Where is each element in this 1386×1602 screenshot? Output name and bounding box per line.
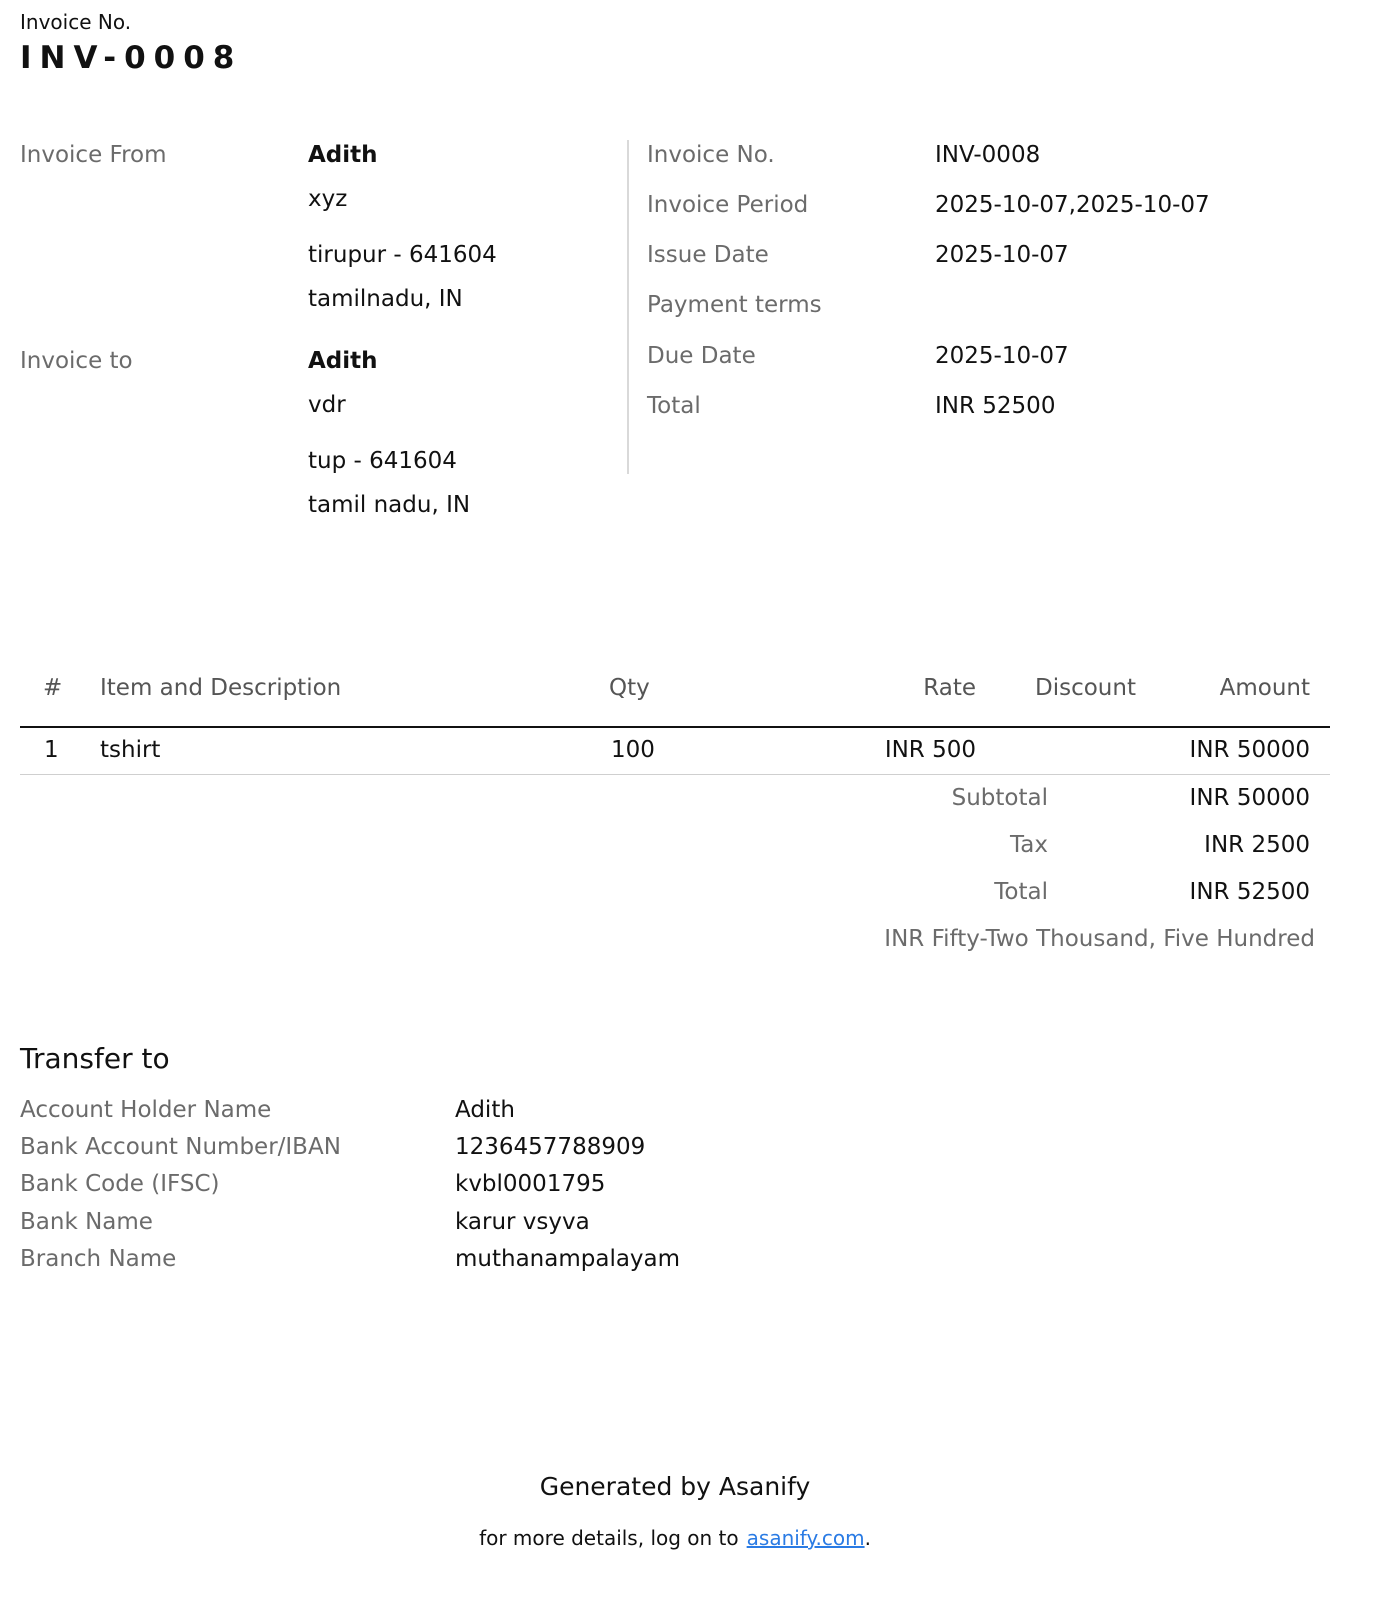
tax-label: Tax (1010, 832, 1048, 858)
footer-more-prefix: for more details, log on to (479, 1526, 739, 1550)
bank-field-value: karur vsyva (455, 1209, 590, 1235)
invoice-from-line3: tamilnadu, IN (308, 286, 463, 312)
table-header-divider (20, 726, 1330, 728)
detail-label: Total (647, 393, 701, 419)
bank-field-value: Adith (455, 1097, 515, 1123)
total-value: INR 52500 (1189, 879, 1310, 905)
bank-field-label: Account Holder Name (20, 1097, 272, 1123)
total-in-words: INR Fifty-Two Thousand, Five Hundred (884, 926, 1315, 952)
invoice-from-label: Invoice From (20, 142, 167, 168)
subtotal-label: Subtotal (951, 785, 1048, 811)
column-divider (627, 140, 629, 474)
bank-field-value: muthanampalayam (455, 1246, 681, 1272)
invoice-to-label: Invoice to (20, 348, 133, 374)
table-header-rate: Rate (923, 675, 976, 701)
detail-label: Due Date (647, 343, 756, 369)
table-row-divider (20, 774, 1330, 775)
row-amount: INR 50000 (1189, 737, 1310, 763)
invoice-to-name: Adith (308, 348, 378, 374)
invoice-number-title: INV-0008 (20, 40, 243, 76)
detail-value: INR 52500 (935, 393, 1056, 419)
bank-field-value: 1236457788909 (455, 1134, 646, 1160)
detail-label: Issue Date (647, 242, 769, 268)
footer-suffix: . (864, 1526, 871, 1550)
invoice-number-label: Invoice No. (20, 10, 132, 34)
invoice-from-name: Adith (308, 142, 378, 168)
detail-label: Invoice Period (647, 192, 809, 218)
invoice-to-line1: vdr (308, 392, 346, 418)
table-header-index: # (43, 675, 63, 701)
row-index: 1 (44, 737, 59, 763)
invoice-to-line3: tamil nadu, IN (308, 492, 471, 518)
subtotal-value: INR 50000 (1189, 785, 1310, 811)
table-header-item: Item and Description (100, 675, 342, 701)
invoice-from-line2: tirupur - 641604 (308, 242, 497, 268)
detail-label: Payment terms (647, 292, 822, 318)
table-header-qty: Qty (609, 675, 650, 701)
table-header-discount: Discount (1035, 675, 1136, 701)
generated-by-text: Generated by Asanify (539, 1472, 811, 1501)
footer-more-details (0, 1526, 1350, 1550)
row-qty: 100 (611, 737, 655, 763)
detail-value: 2025-10-07 (935, 343, 1069, 369)
bank-field-label: Bank Account Number/IBAN (20, 1134, 341, 1160)
row-item: tshirt (100, 737, 161, 763)
bank-field-label: Bank Code (IFSC) (20, 1171, 220, 1197)
detail-value: 2025-10-07 (935, 242, 1069, 268)
total-label: Total (994, 879, 1048, 905)
bank-field-value: kvbl0001795 (455, 1171, 606, 1197)
invoice-to-line2: tup - 641604 (308, 448, 457, 474)
table-header-amount: Amount (1219, 675, 1310, 701)
transfer-title: Transfer to (20, 1042, 170, 1075)
invoice-from-line1: xyz (308, 186, 348, 212)
row-rate: INR 500 (884, 737, 976, 763)
detail-value: 2025-10-07,2025-10-07 (935, 192, 1210, 218)
tax-value: INR 2500 (1204, 832, 1310, 858)
asanify-link[interactable]: asanify.com (746, 1526, 865, 1550)
detail-value: INV-0008 (935, 142, 1041, 168)
bank-field-label: Branch Name (20, 1246, 177, 1272)
bank-field-label: Bank Name (20, 1209, 153, 1235)
detail-label: Invoice No. (647, 142, 775, 168)
